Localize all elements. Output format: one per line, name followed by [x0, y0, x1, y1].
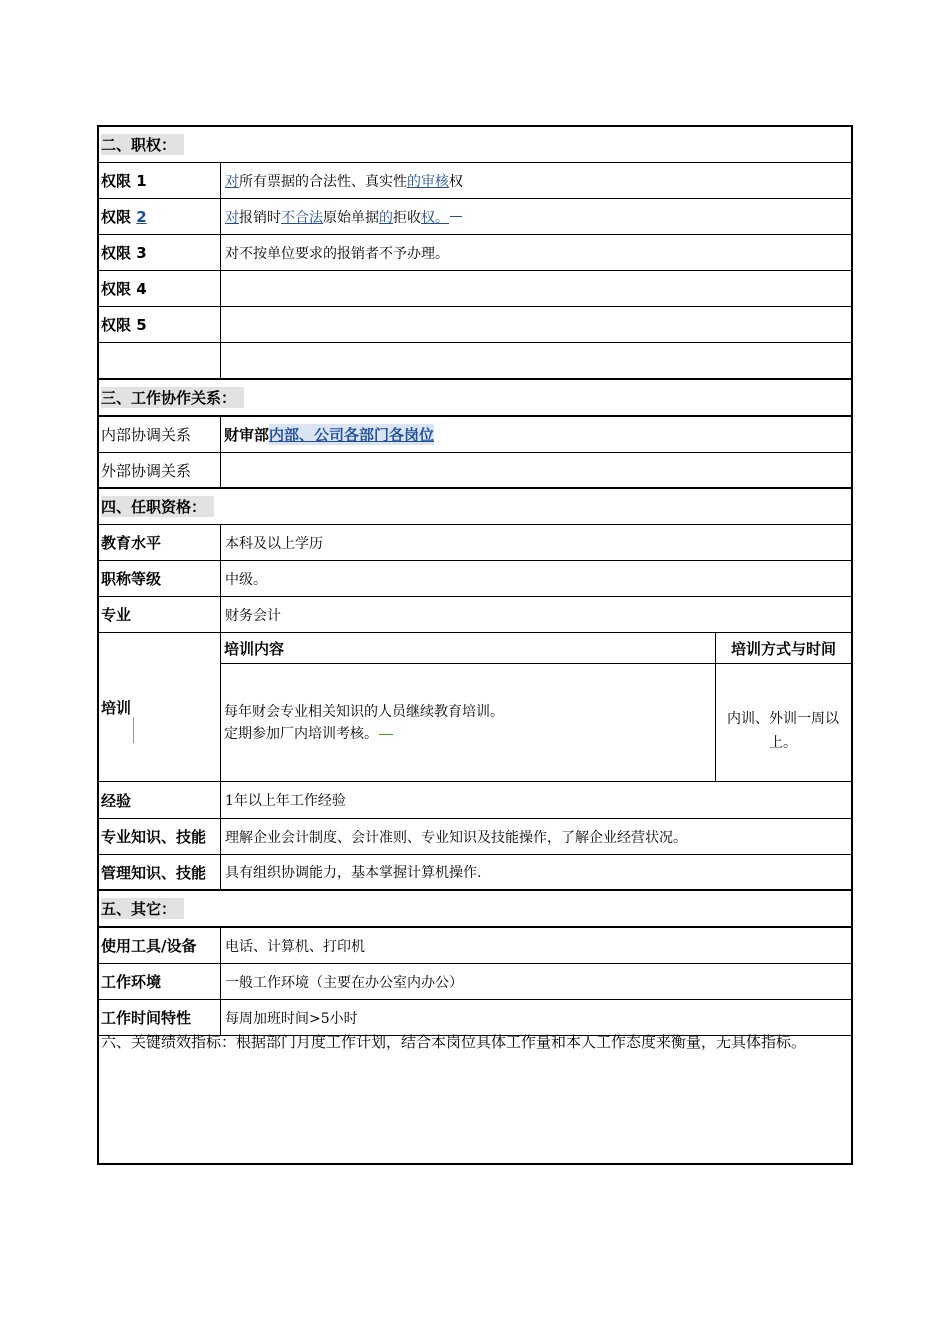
row-label: 使用工具/设备	[101, 937, 197, 955]
row-value: 对不按单位要求的报销者不予办理。	[220, 235, 851, 270]
value-text: 权	[449, 173, 463, 190]
major-row	[99, 597, 851, 633]
row-value: 本科及以上学历	[220, 525, 851, 560]
experience-row	[99, 782, 851, 819]
value-text: 拒收	[393, 209, 421, 226]
revision-link[interactable]: 2	[136, 207, 147, 226]
revision-link[interactable]: 对	[225, 173, 239, 190]
row-label	[101, 199, 147, 234]
row-label: 培训	[101, 698, 132, 717]
value-text: 定期参加厂内培训考核。	[224, 726, 378, 742]
row-value: 一般工作环境（主要在办公室内办公）	[220, 964, 851, 999]
row-value	[220, 307, 851, 342]
row-label: 工作时间特性	[101, 1009, 192, 1027]
row-label: 工作环境	[101, 973, 162, 991]
authority-row-empty	[99, 343, 851, 380]
section-title: 三、工作协作关系：	[101, 387, 244, 408]
section-title: 四、任职资格：	[101, 496, 214, 517]
revision-link[interactable]: 对	[225, 209, 239, 226]
row-label: 权限 5	[101, 316, 147, 334]
environment-row	[99, 964, 851, 1000]
external-coordination-row	[99, 453, 851, 489]
row-value: 每周加班时间>5小时	[220, 1000, 851, 1035]
internal-coordination-row	[99, 417, 851, 453]
row-label: 职称等级	[101, 570, 162, 588]
value-text: 财审部	[224, 426, 270, 444]
row-label: 经验	[101, 791, 132, 810]
authority-row-2	[99, 199, 851, 235]
training-method: 内训、外训一周以上。	[727, 711, 839, 751]
education-row	[99, 525, 851, 561]
row-value: 1年以上年工作经验	[220, 782, 851, 818]
training-block	[99, 633, 851, 782]
row-label-text: 权限	[101, 208, 132, 226]
authority-row-3	[99, 235, 851, 271]
value-text: 所有票据的合法性、真实性	[239, 173, 407, 190]
section-header-qualifications	[99, 489, 851, 525]
training-content-line	[224, 723, 504, 745]
section-header-authority	[99, 127, 851, 163]
revision-mark	[379, 734, 393, 735]
section-header-cooperation	[99, 380, 851, 417]
row-label: 内部协调关系	[101, 426, 192, 444]
row-value	[220, 343, 851, 378]
row-value	[220, 163, 851, 198]
row-value: 具有组织协调能力，基本掌握计算机操作.	[220, 855, 851, 889]
revision-link[interactable]: 权。	[421, 209, 449, 226]
pro-skill-row	[99, 819, 851, 855]
authority-row-1	[99, 163, 851, 199]
training-content-line: 每年财会专业相关知识的人员继续教育培训。	[224, 704, 504, 720]
revision-link[interactable]: 不合法	[281, 209, 323, 226]
section-header-other	[99, 891, 851, 928]
row-label: 专业	[101, 606, 132, 624]
row-label: 外部协调关系	[101, 461, 192, 480]
tools-row	[99, 928, 851, 964]
row-value: 中级。	[220, 561, 851, 596]
training-method-header: 培训方式与时间	[730, 639, 836, 658]
row-value	[220, 199, 851, 234]
row-label: 权限 4	[101, 280, 147, 298]
row-value	[220, 417, 851, 452]
kpi-paragraph: 六、关键绩效指标：根据部门月度工作计划，结合本岗位具体工作量和本人工作态度来衡量，无具体指标。	[101, 1035, 807, 1051]
job-description-sheet	[97, 125, 853, 1165]
row-value: 电话、计算机、打印机	[220, 928, 851, 963]
training-content	[224, 701, 504, 745]
row-label: 管理知识、技能	[101, 863, 207, 882]
row-label: 权限 3	[101, 244, 147, 262]
section-title: 二、职权：	[101, 134, 184, 155]
row-label: 权限 1	[101, 172, 147, 190]
value-text: 原始单据	[323, 209, 379, 226]
title-level-row	[99, 561, 851, 597]
value-text: 报销时	[239, 209, 281, 226]
row-label: 专业知识、技能	[101, 828, 207, 846]
row-label: 教育水平	[101, 534, 162, 552]
revision-link[interactable]: 内部、公司各部门各岗位	[269, 426, 435, 444]
authority-row-4	[99, 271, 851, 307]
work-hours-row	[99, 1000, 851, 1036]
revision-link[interactable]: 的审核	[407, 173, 449, 190]
row-value: 财务会计	[220, 597, 851, 632]
row-value	[220, 453, 851, 487]
revision-mark	[450, 216, 462, 217]
training-content-header: 培训内容	[224, 639, 285, 658]
mgmt-skill-row	[99, 855, 851, 891]
row-value: 理解企业会计制度、会计准则、专业知识及技能操作，了解企业经营状况。	[220, 819, 851, 854]
text-cursor	[133, 717, 134, 743]
authority-row-5	[99, 307, 851, 343]
revision-link[interactable]: 的	[379, 209, 393, 226]
row-value	[220, 271, 851, 306]
section-title: 五、其它：	[101, 898, 184, 919]
